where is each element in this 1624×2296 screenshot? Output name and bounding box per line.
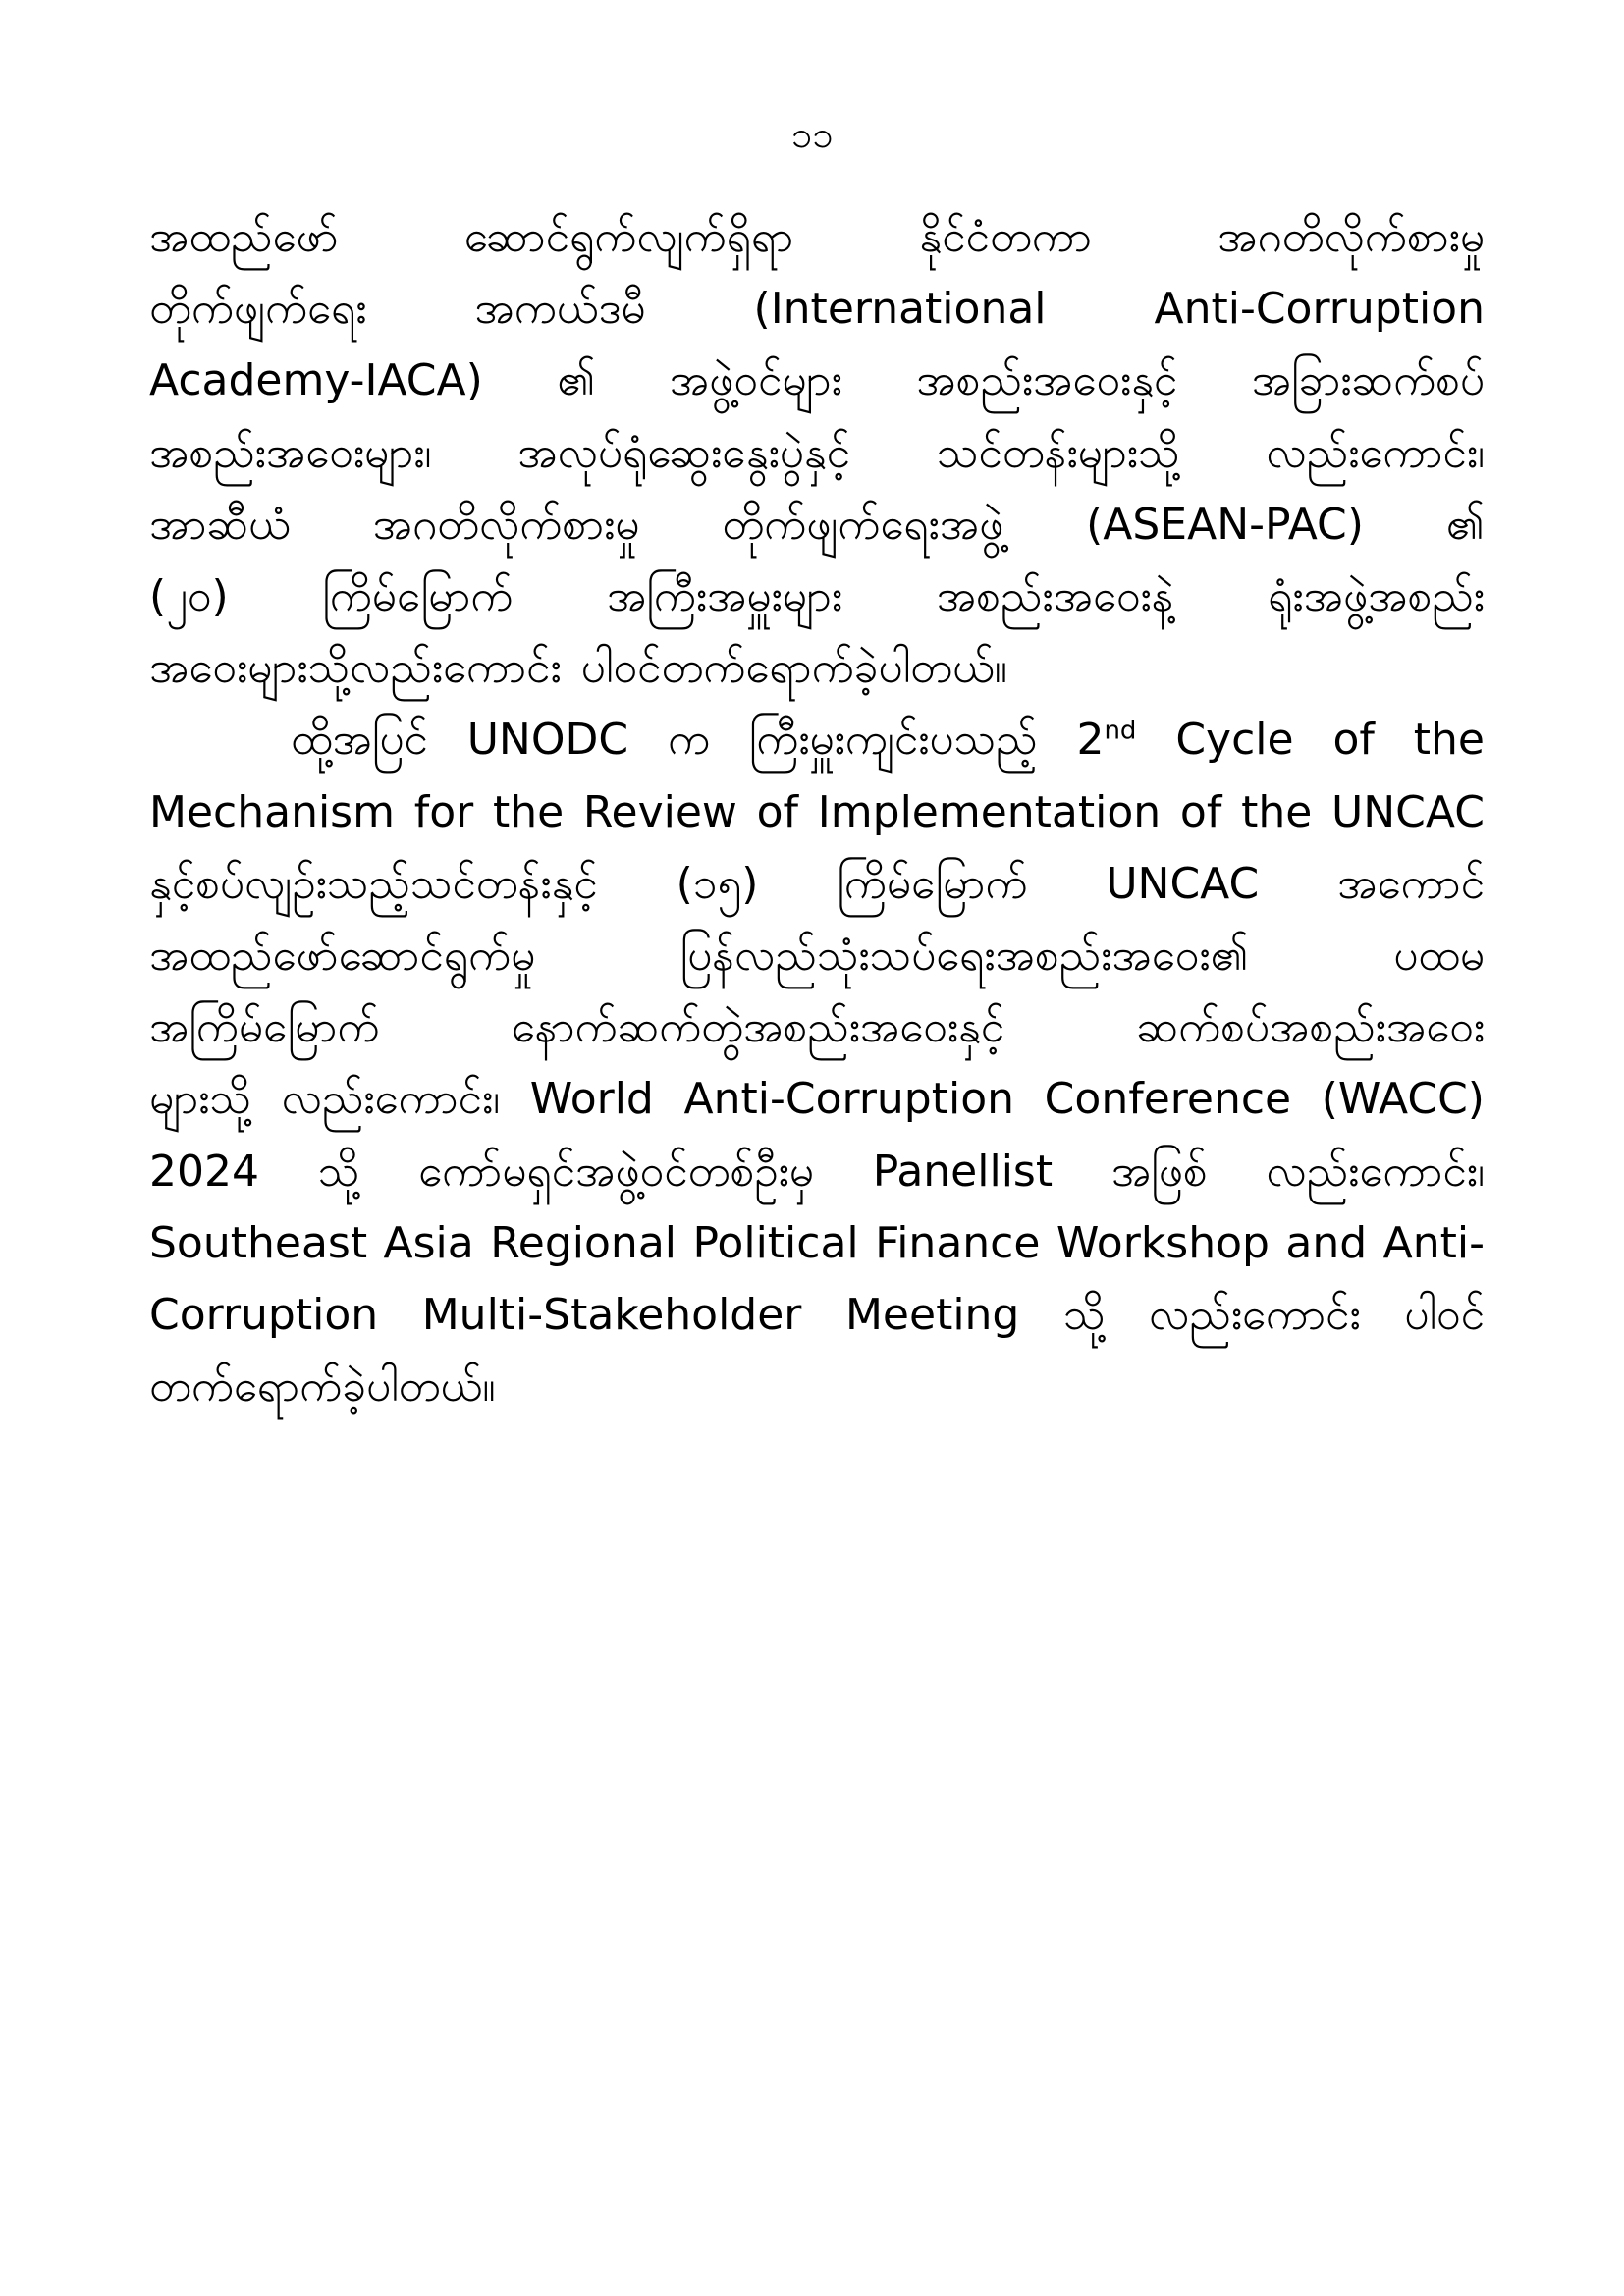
page-number: ၁၁ [790, 113, 834, 156]
word: အထည်ဖော် [149, 212, 339, 262]
word: အထည်ဖော်ဆောင်ရွက်မှု [149, 931, 536, 981]
word: များသို့ [149, 1074, 251, 1124]
word: လည်းကောင်း၊ [1266, 1147, 1485, 1197]
word: UNCAC [1331, 787, 1485, 837]
word: အစည်းအဝေးများ၊ [149, 428, 432, 478]
word: Multi-Stakeholder [421, 1290, 802, 1340]
text-line [149, 925, 1485, 988]
word: UNCAC [1106, 859, 1260, 909]
word: သင်တန်းများသို့ [936, 428, 1180, 478]
word: Anti-Corruption [1154, 284, 1485, 334]
word: (၂၀) [149, 571, 229, 621]
word: တိုက်ဖျက်ရေးအဖွဲ့ [722, 500, 1004, 550]
word: Workshop [1056, 1218, 1270, 1268]
word: နှင့်စပ်လျဉ်းသည့်သင်တန်းနှင့် [149, 859, 598, 909]
word: အလုပ်ရုံဆွေးနွေးပွဲနှင့် [517, 428, 850, 478]
word: Asia [383, 1218, 474, 1268]
word: Implementation [817, 787, 1162, 837]
word: ပါဝင်တက်ရောက်ခဲ့ပါတယ်။ [580, 643, 1007, 693]
word: အကောင် [1337, 859, 1485, 909]
word: 2nd [1076, 715, 1137, 765]
word: ကြိမ်မြောက် [322, 571, 514, 621]
word: အဂတိလိုက်စားမှု [372, 500, 640, 550]
word: အကြီးအမှူးများ [607, 571, 843, 621]
text-line [149, 206, 1485, 269]
text-line [149, 278, 1485, 341]
word: of [1179, 787, 1222, 837]
word: 2024 [149, 1147, 259, 1197]
word: အဖြစ် [1110, 1147, 1208, 1197]
word: အဂတိလိုက်စားမှု [1218, 212, 1485, 262]
word: ၏ [557, 355, 596, 405]
word: Corruption [149, 1290, 379, 1340]
word: အာဆီယံ [149, 500, 291, 550]
word: (၁၅) [676, 859, 759, 909]
word: လည်းကောင်း၊ [1266, 428, 1485, 478]
word: (WACC) [1321, 1074, 1485, 1124]
word: Conference [1044, 1074, 1292, 1124]
word: အဝေးများသို့လည်းကောင်း [149, 643, 562, 693]
word: ကြီးမှူးကျင်းပသည့် [748, 715, 1038, 765]
word: and [1285, 1218, 1368, 1268]
word: the [1241, 787, 1313, 837]
word: ၏ [1445, 500, 1485, 550]
word: Meeting [844, 1290, 1020, 1340]
text-line [149, 781, 1485, 844]
word: တိုက်ဖျက်ရေး [149, 284, 367, 334]
word: ထို့အပြင် [291, 715, 428, 765]
word: Panellist [872, 1147, 1054, 1197]
word: Finance [875, 1218, 1041, 1268]
word: (ASEAN-PAC) [1086, 500, 1364, 550]
ordinal-superscript: nd [1104, 716, 1137, 746]
text-line [149, 853, 1485, 916]
word: လည်းကောင်း၊ [281, 1074, 501, 1124]
word: က [667, 715, 710, 765]
text-line [149, 1141, 1485, 1203]
word: the [492, 787, 565, 837]
word: Cycle [1175, 715, 1294, 765]
word: ကော်မရှင်အဖွဲ့ဝင်တစ်ဦးမှ [418, 1147, 814, 1197]
word: ရုံးအဖွဲ့အစည်း [1268, 571, 1485, 621]
word: အခြားဆက်စပ် [1251, 355, 1485, 405]
word: World [529, 1074, 654, 1124]
word: Mechanism [149, 787, 395, 837]
word: ပထမ [1393, 931, 1485, 981]
word: of [1332, 715, 1375, 765]
word: ဆက်စပ်အစည်းအဝေး [1136, 1002, 1485, 1052]
word: Anti- [1382, 1218, 1485, 1268]
word: UNODC [466, 715, 629, 765]
word: သို့ [1062, 1290, 1106, 1340]
text-line [149, 996, 1485, 1059]
word: ပြန်လည်သုံးသပ်ရေးအစည်းအဝေး၏ [679, 931, 1249, 981]
word: သို့ [317, 1147, 360, 1197]
word: အဖွဲ့ဝင်များ [669, 355, 842, 405]
text-line [149, 1212, 1485, 1275]
word: နိုင်ငံတကာ [919, 212, 1092, 262]
word: တက်ရောက်ခဲ့ပါတယ်။ [149, 1362, 496, 1412]
word: Political [692, 1218, 859, 1268]
text-line [149, 565, 1485, 628]
text-line [149, 494, 1485, 557]
text-line [149, 349, 1485, 412]
text-line [149, 1284, 1485, 1347]
word: the [1413, 715, 1485, 765]
word: (International [753, 284, 1047, 334]
text-line [149, 422, 1485, 485]
word: အစည်းအဝေးနှင့် [916, 355, 1178, 405]
text-line [149, 1356, 1485, 1418]
word: ဆောင်ရွက်လျက်ရှိရာ [463, 212, 794, 262]
word: Academy-IACA) [149, 355, 483, 405]
word: ကြိမ်မြောက် [837, 859, 1028, 909]
word: လည်းကောင်း [1149, 1290, 1361, 1340]
word: of [756, 787, 799, 837]
word: for [413, 787, 474, 837]
word: Review [582, 787, 737, 837]
word: ပါဝင် [1404, 1290, 1485, 1340]
word: Southeast [149, 1218, 368, 1268]
word: Anti-Corruption [683, 1074, 1015, 1124]
word: အကြိမ်မြောက် [149, 1002, 380, 1052]
word: နောက်ဆက်တွဲအစည်းအဝေးနှင့် [511, 1002, 1005, 1052]
text-line [149, 637, 1485, 700]
word: အစည်းအဝေးနဲ့ [936, 571, 1174, 621]
word: အကယ်ဒမီ [474, 284, 646, 334]
text-line [291, 709, 1485, 772]
text-line [149, 1068, 1485, 1131]
word: Regional [490, 1218, 677, 1268]
